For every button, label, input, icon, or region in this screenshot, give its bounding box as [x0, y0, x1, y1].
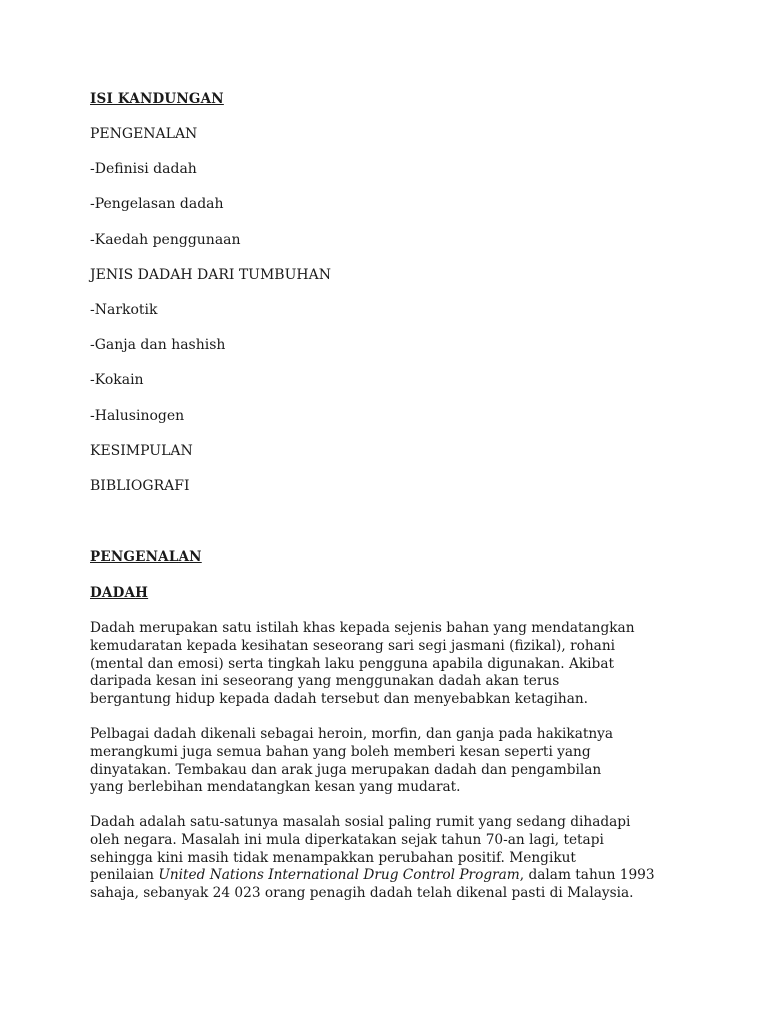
line-text: , dalam tahun 1993	[519, 867, 655, 884]
toc-item: -Pengelasan dadah	[90, 196, 224, 213]
paragraph-line: Dadah merupakan satu istilah khas kepada sejenis bahan yang mendatangkan	[90, 620, 635, 636]
toc-item: -Kaedah penggunaan	[90, 231, 241, 248]
toc-list	[90, 125, 331, 512]
paragraph-2	[90, 726, 690, 797]
toc-item: PENGENALAN	[90, 126, 198, 142]
toc-item: JENIS DADAH DARI TUMBUHAN	[90, 266, 331, 283]
toc-item: KESIMPULAN	[90, 442, 193, 459]
paragraph-line: sehingga kini masih tidak menampakkan perubahan positif. Mengikut	[90, 849, 576, 866]
toc-item: -Definisi dadah	[90, 161, 197, 178]
paragraph-line: oleh negara. Masalah ini mula diperkatakan sejak tahun 70-an lagi, tetapi	[90, 831, 604, 848]
toc-item: -Narkotik	[90, 301, 158, 318]
paragraph-line: daripada kesan ini seseorang yang menggunakan dadah akan terus	[90, 673, 560, 690]
paragraph-line: (mental dan emosi) serta tingkah laku pengguna apabila digunakan. Akibat	[90, 655, 614, 672]
paragraph-line: kemudaratan kepada kesihatan seseorang sari segi jasmani (fizikal), rohani	[90, 637, 616, 654]
paragraph-3	[90, 814, 690, 903]
toc-heading: ISI KANDUNGAN	[90, 91, 224, 107]
toc-item: -Ganja dan hashish	[90, 337, 226, 354]
toc-item: BIBLIOGRAFI	[90, 477, 190, 494]
paragraph-line: yang berlebihan mendatangkan kesan yang mudarat.	[90, 779, 461, 796]
paragraph-line: dinyatakan. Tembakau dan arak juga merupakan dadah dan pengambilan	[90, 761, 602, 778]
paragraph-line: bergantung hidup kepada dadah tersebut dan menyebabkan ketagihan.	[90, 691, 589, 708]
paragraph-line: Pelbagai dadah dikenali sebagai heroin, morfin, dan ganja pada hakikatnya	[90, 726, 614, 742]
paragraph-line: sahaja, sebanyak 24 023 orang penagih dadah telah dikenal pasti di Malaysia.	[90, 885, 634, 902]
paragraph-line: Dadah adalah satu-satunya masalah sosial paling rumit yang sedang dihadapi	[90, 814, 631, 830]
paragraph-line: merangkumi juga semua bahan yang boleh memberi kesan seperti yang	[90, 743, 591, 760]
program-name-italic: United Nations International Drug Control Program	[158, 867, 520, 884]
paragraph-1	[90, 620, 690, 709]
paragraph-line-mixed	[90, 867, 690, 885]
toc-item: -Kokain	[90, 372, 144, 389]
toc-item: -Halusinogen	[90, 407, 185, 424]
section-subheading: DADAH	[90, 585, 149, 601]
line-text: penilaian	[90, 867, 159, 884]
section-heading: PENGENALAN	[90, 549, 202, 565]
